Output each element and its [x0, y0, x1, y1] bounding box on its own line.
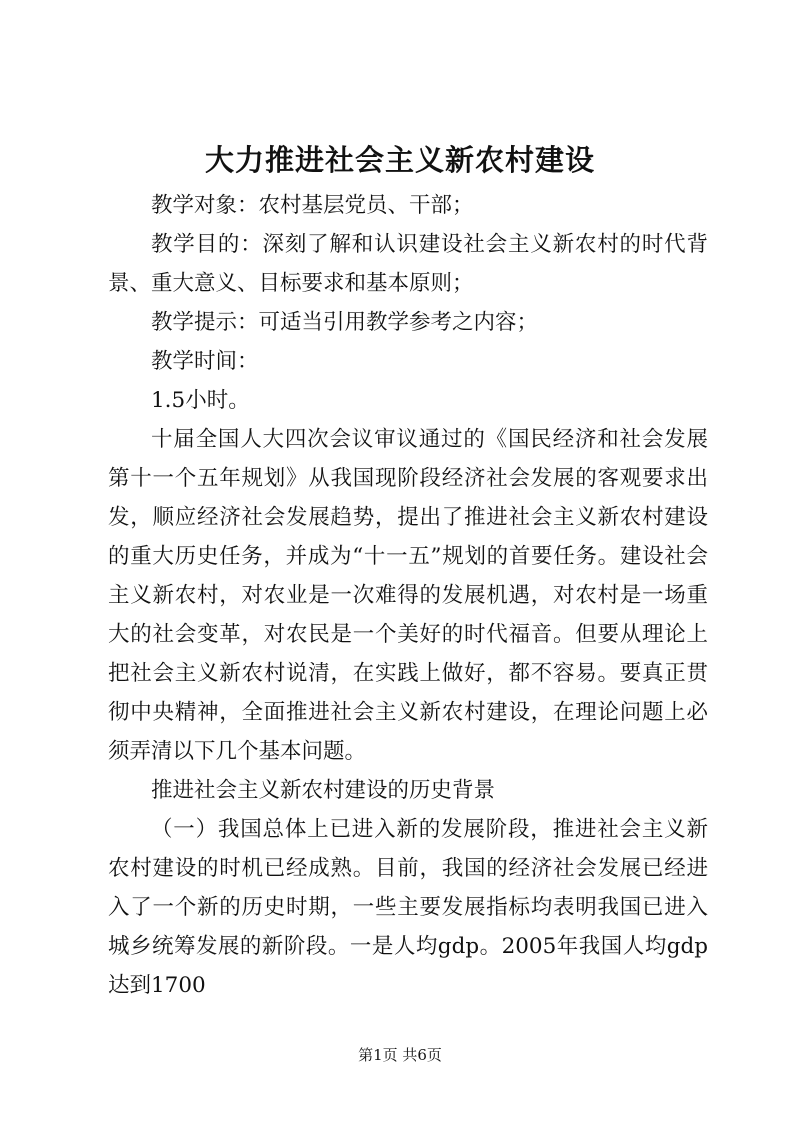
document-body: [108, 186, 708, 1005]
section-heading: 推进社会主义新农村建设的历史背景: [151, 778, 496, 803]
paragraph-duration: 1.5小时。: [151, 388, 250, 413]
paragraph-teaching-purpose: 教学目的：深刻了解和认识建设社会主义新农村的时代背景、重大意义、目标要求和基本原则；: [108, 232, 708, 296]
paragraph-section-one: （一）我国总体上已进入新的发展阶段，推进社会主义新农村建设的时机已经成熟。目前，我国的经济社会发展已经进入了一个新的历史时期，一些主要发展指标均表明我国已进入城乡统筹发展的新阶段。一是人均gdp。2005年我国人均gdp达到1700: [108, 817, 708, 998]
paragraph-introduction: 十届全国人大四次会议审议通过的《国民经济和社会发展第十一个五年规划》从我国现阶段经济社会发展的客观要求出发，顺应经济社会发展趋势，提出了推进社会主义新农村建设的重大历史任务，并成为“十一五”规划的首要任务。建设社会主义新农村，对农业是一次难得的发展机遇，对农村是一场重大的社会变革，对农民是一个美好的时代福音。但要从理论上把社会主义新农村说清，在实践上做好，都不容易。要真正贯彻中央精神，全面推进社会主义新农村建设，在理论问题上必须弄清以下几个基本问题。: [108, 427, 708, 764]
paragraph-teaching-hint: 教学提示：可适当引用教学参考之内容；: [151, 310, 539, 335]
document-title: 大力推进社会主义新农村建设: [204, 143, 595, 177]
page-footer: 第1页 共6页: [358, 1046, 442, 1064]
paragraph-teaching-target: 教学对象：农村基层党员、干部；: [151, 193, 474, 218]
paragraph-teaching-time: 教学时间：: [151, 349, 259, 374]
